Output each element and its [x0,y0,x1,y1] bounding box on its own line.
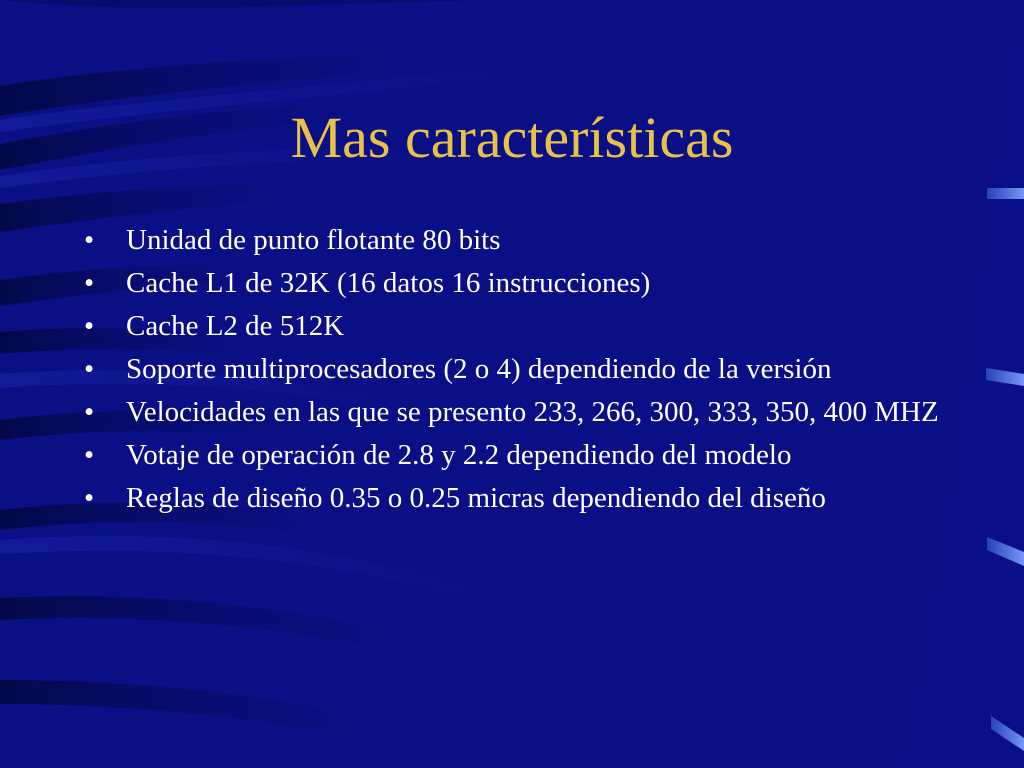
bullet-text: Unidad de punto flotante 80 bits [126,224,501,256]
bullet-text: Cache L2 de 512K [126,310,345,342]
bullet-icon: • [84,439,95,471]
bullet-item [84,267,964,300]
slide-title: Mas características [290,105,734,170]
bullet-item [84,439,964,472]
bullet-list [84,224,964,525]
bullet-text: Velocidades en las que se presento 233, 266, 300, 333, 350, 400 MHZ [126,396,939,428]
bullet-text: Soporte multiprocesadores (2 o 4) dependiendo de la versión [126,353,832,385]
bullet-icon: • [84,396,95,428]
bullet-text: Cache L1 de 32K (16 datos 16 instrucciones) [126,267,651,299]
bullet-item [84,396,964,429]
bullet-icon: • [84,353,95,385]
bullet-icon: • [84,310,95,342]
bullet-icon: • [84,482,95,514]
bullet-item [84,310,964,343]
bullet-item [84,353,964,386]
bullet-text: Votaje de operación de 2.8 y 2.2 dependiendo del modelo [126,439,792,471]
bullet-item [84,482,964,515]
bullet-item [84,224,964,257]
bullet-icon: • [84,224,95,256]
bullet-text: Reglas de diseño 0.35 o 0.25 micras dependiendo del diseño [126,482,826,514]
bullet-icon: • [84,267,95,299]
